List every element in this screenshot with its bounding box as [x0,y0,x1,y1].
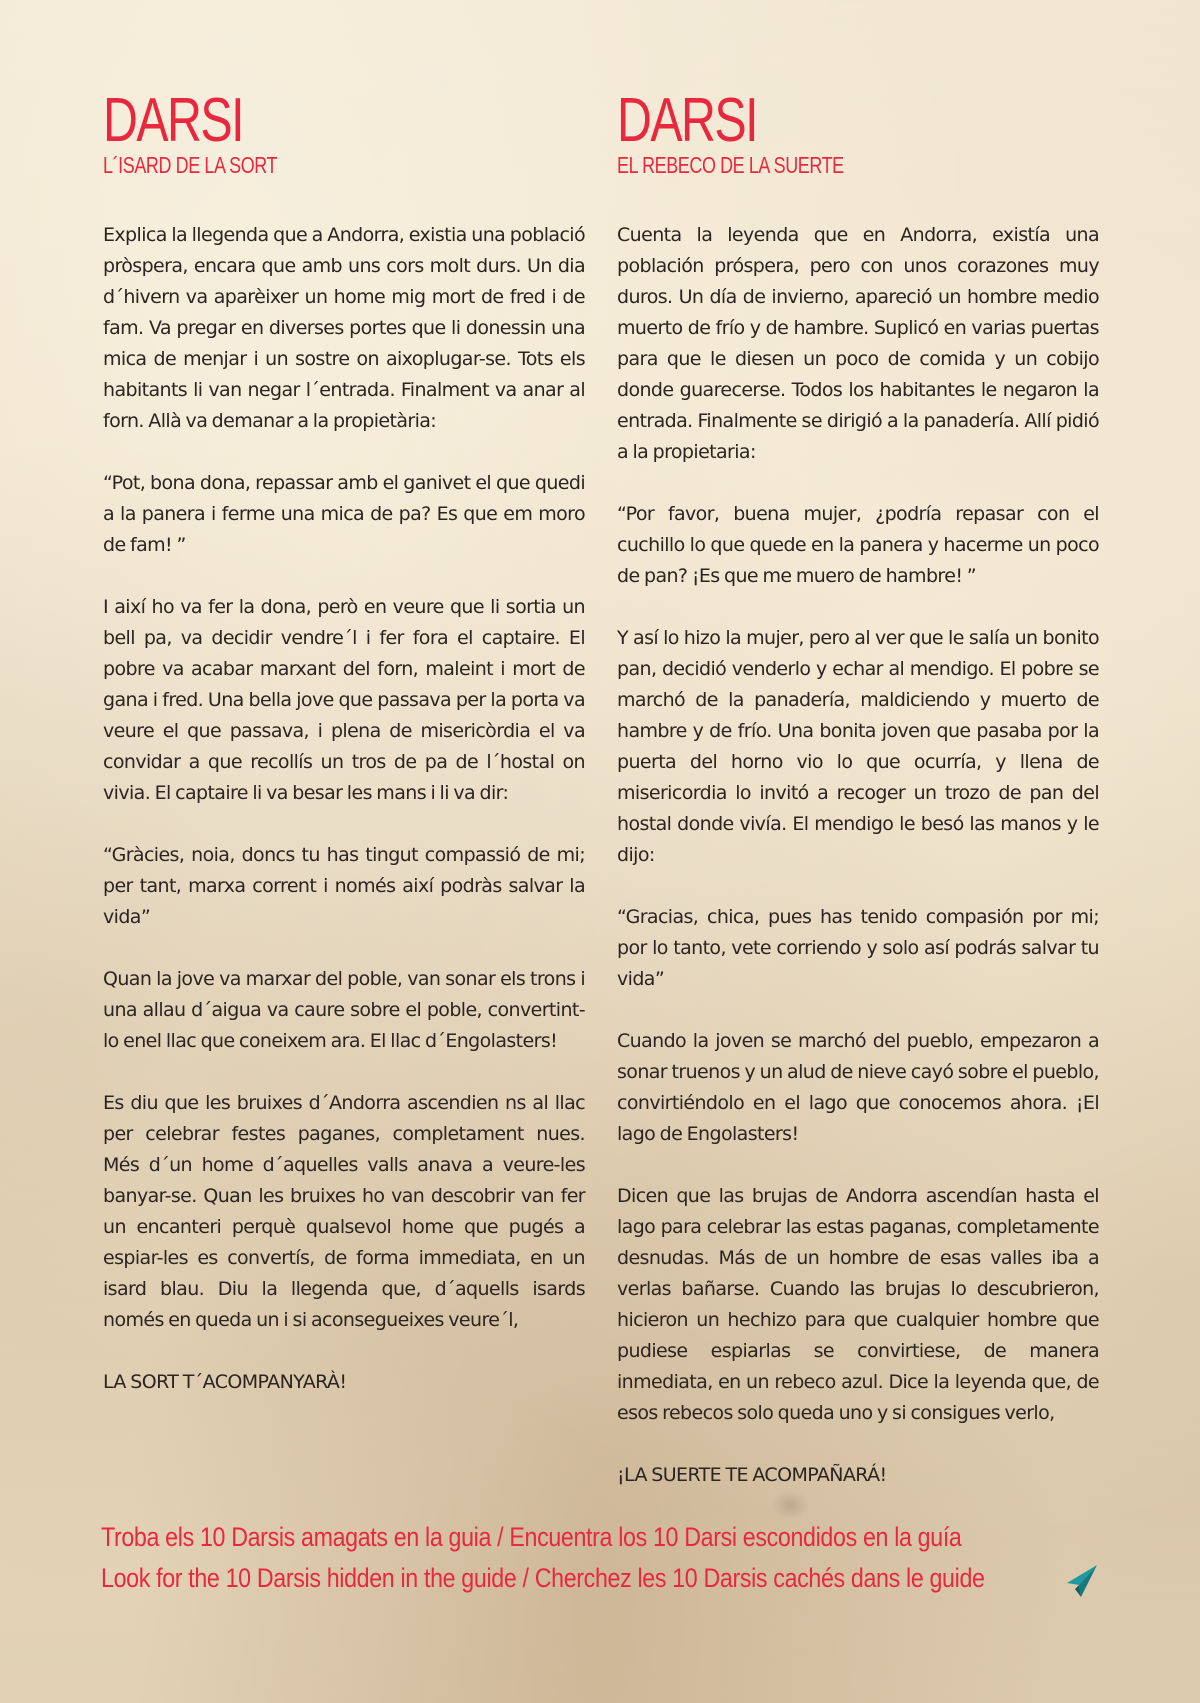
right-paragraph-1: Cuenta la leyenda que en Andorra, existía una población próspera, pero con unos corazones muy duros. Un día de invierno, apareció un hombre medio muerto de frío y de hambre. Suplicó en varias puertas para que le diesen un poco de comida y un cobijo donde guarecerse. Todos los habitantes le negaron la entrada. Finalmente se dirigió a la panadería. Allí pidió a la propietaria: [617,224,1099,463]
right-subtitle: EL REBECO DE LA SUERTE [617,152,844,178]
right-title: DARSI [617,86,757,155]
right-paragraph-6: Dicen que las brujas de Andorra ascendían hasta el lago para celebrar las estas paganas, completamente desnudas. Más de un hombre de esas valles iba a verlas bañarse. Cuando las brujas lo descubrieron, hicieron un hechizo para que cualquier hombre que pudiese espiarlas se convirtiese, de manera inmediata, en un rebeco azul. Dice la leyenda que, de esos rebecos solo queda uno y si consigues verlo, [617,1185,1099,1424]
spanish-column [617,88,1099,1522]
right-paragraph-5: Cuando la joven se marchó del pueblo, empezaron a sonar truenos y un alud de nieve cayó sobre el pueblo, convirtiéndolo en el lago que conocemos ahora. ¡El lago de Engolasters! [617,1030,1099,1145]
right-paragraph-2: “Por favor, buena mujer, ¿podría repasar con el cuchillo lo que quede en la panera y hacerme un poco de pan? ¡Es que me muero de hambre! ” [617,503,1099,587]
right-paragraph-4: “Gracias, chica, pues has tenido compasión por mi; por lo tanto, vete corriendo y solo así podrás salvar tu vida” [617,906,1099,990]
left-paragraph-2: “Pot, bona dona, repassar amb el ganivet el que quedi a la panera i ferme una mica de pa? Es que em moro de fam! ” [103,472,585,556]
left-title: DARSI [103,86,243,155]
paper-plane-icon [1063,1563,1099,1599]
left-paragraph-3: I així ho va fer la dona, però en veure que li sortia un bell pa, va decidir vendre´l i fer fora el captaire. El pobre va acabar marxant del forn, maleint i mort de gana i fred. Una bella jove que passava per la porta va veure el que passava, i plena de misericòrdia el va convidar a que recollís un tros de pa de l´hostal on vivia. El captaire li va besar les mans i li va dir: [103,596,585,804]
right-paragraph-3: Y así lo hizo la mujer, pero al ver que le salía un bonito pan, decidió venderlo y echar al mendigo. El pobre se marchó de la panadería, maldiciendo y muerto de hambre y de frío. Una bonita joven que pasaba por la puerta del horno vio lo que ocurría, y llena de misericordia lo invitó a recoger un trozo de pan del hostal donde vivía. El mendigo le besó las manos y le dijo: [617,627,1099,866]
catalan-column [103,88,585,1429]
left-closing: LA SORT T´ACOMPANYARÀ! [103,1371,347,1393]
left-story [103,220,585,1398]
footer-line-2: Look for the 10 Darsis hidden in the guide / Cherchez les 10 Darsis cachés dans le guide [101,1563,985,1593]
left-paragraph-1: Explica la llegenda que a Andorra, existia una població pròspera, encara que amb uns cors molt durs. Un dia d´hivern va aparèixer un home mig mort de fred i de fam. Va pregar en diverses portes que li donessin una mica de menjar i un sostre on aixoplugar-se. Tots els habitants li van negar l´entrada. Finalment va anar al forn. Allà va demanar a la propietària: [103,224,585,432]
footer-line-1: Troba els 10 Darsis amagats en la guia / Encuentra los 10 Darsi escondidos en la guía [101,1522,962,1552]
footer-banner [101,1517,1101,1599]
left-paragraph-5: Quan la jove va marxar del poble, van sonar els trons i una allau d´aigua va caure sobre el poble, convertint-lo enel llac que coneixem ara. El llac d´Engolasters! [103,968,585,1052]
left-paragraph-4: “Gràcies, noia, doncs tu has tingut compassió de mi; per tant, marxa corrent i només així podràs salvar la vida” [103,844,585,928]
right-closing: ¡LA SUERTE TE ACOMPAÑARÁ! [617,1464,887,1486]
right-story [617,220,1099,1491]
left-paragraph-6: Es diu que les bruixes d´Andorra ascendien ns al llac per celebrar festes paganes, completament nues. Més d´un home d´aquelles valls anava a veure-les banyar-se. Quan les bruixes ho van descobrir van fer un encanteri perquè qualsevol home que pugés a espiar-les es convertís, de forma immediata, en un isard blau. Diu la llegenda que, d´aquells isards només en queda un i si aconsegueixes veure´l, [103,1092,585,1331]
left-subtitle: L´ISARD DE LA SORT [103,152,278,178]
